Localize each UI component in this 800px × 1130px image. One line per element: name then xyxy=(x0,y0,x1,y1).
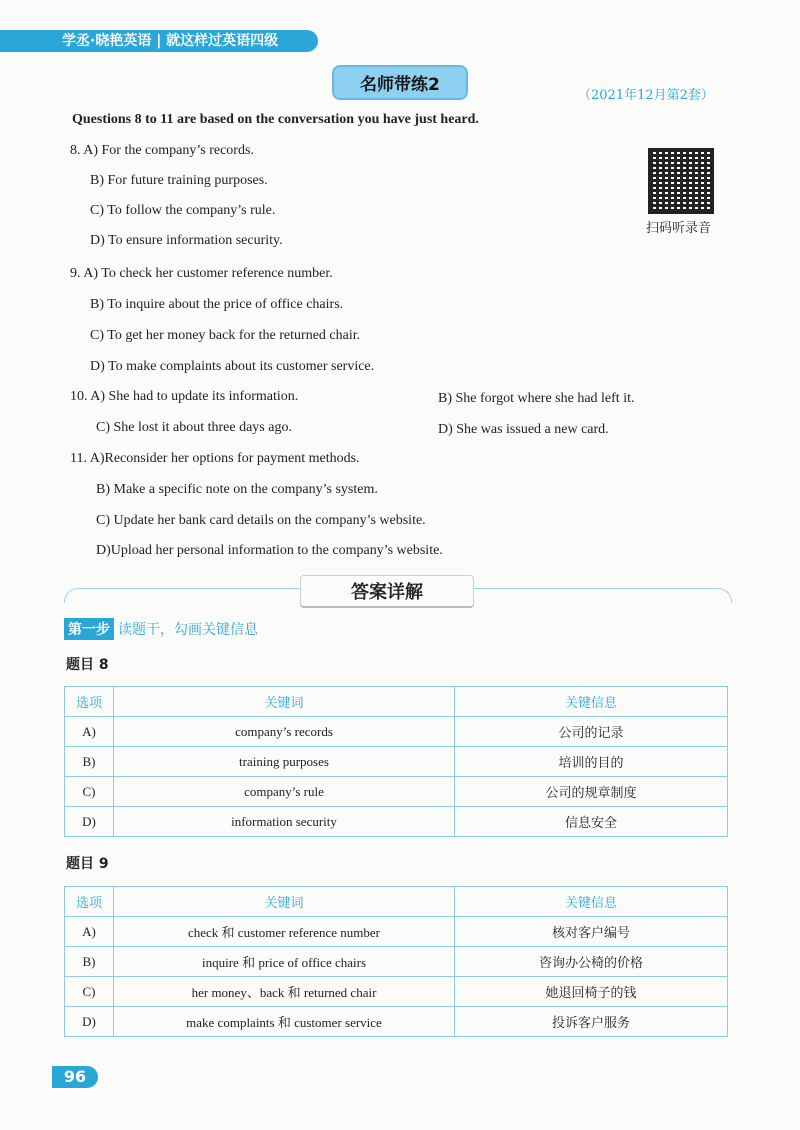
row-info: 公司的规章制度 xyxy=(455,777,728,807)
q11-option-a: 11. A)Reconsider her options for payment methods. xyxy=(70,451,360,466)
table-header-row xyxy=(65,887,728,917)
header-keyword: 关键词 xyxy=(114,887,455,917)
q11-option-b: B) Make a specific note on the company’s system. xyxy=(96,482,378,497)
header-banner: 学丞·晓艳英语 | 就这样过英语四级 xyxy=(0,30,318,52)
row-keyword: information security xyxy=(114,807,455,837)
row-keyword: make complaints 和 customer service xyxy=(114,1007,455,1037)
row-info: 公司的记录 xyxy=(455,717,728,747)
q8-option-c: C) To follow the company’s rule. xyxy=(90,203,276,218)
table-row xyxy=(65,777,728,807)
q10-option-a: 10. A) She had to update its information. xyxy=(70,389,299,404)
step-text: 读题干，勾画关键信息 xyxy=(118,622,258,638)
q8-option-d: D) To ensure information security. xyxy=(90,233,283,248)
topic8-table xyxy=(64,686,728,837)
table-row xyxy=(65,947,728,977)
header-info: 关键信息 xyxy=(455,687,728,717)
row-option: D) xyxy=(65,807,114,837)
topic9-label: 题目 9 xyxy=(66,856,109,872)
table-row xyxy=(65,747,728,777)
row-option: C) xyxy=(65,977,114,1007)
q11-option-d: D)Upload her personal information to the company’s website. xyxy=(96,543,443,558)
row-info: 培训的目的 xyxy=(455,747,728,777)
row-keyword: company’s rule xyxy=(114,777,455,807)
source-label: （2021年12月第2套） xyxy=(578,88,714,103)
topic9-table xyxy=(64,886,728,1037)
header-info: 关键信息 xyxy=(455,887,728,917)
table-row xyxy=(65,977,728,1007)
question-header: Questions 8 to 11 are based on the conversation you have just heard. xyxy=(72,112,479,127)
row-info: 投诉客户服务 xyxy=(455,1007,728,1037)
q10-option-c: C) She lost it about three days ago. xyxy=(96,420,292,435)
table-row xyxy=(65,1007,728,1037)
table-row xyxy=(65,717,728,747)
q9-option-d: D) To make complaints about its customer service. xyxy=(90,359,375,374)
q11-option-c: C) Update her bank card details on the company’s website. xyxy=(96,513,426,528)
row-option: B) xyxy=(65,947,114,977)
section-title-wrap xyxy=(332,65,468,100)
row-info: 她退回椅子的钱 xyxy=(455,977,728,1007)
row-keyword: inquire 和 price of office chairs xyxy=(114,947,455,977)
row-option: D) xyxy=(65,1007,114,1037)
row-option: A) xyxy=(65,917,114,947)
q8-option-b: B) For future training purposes. xyxy=(90,173,268,188)
q10-option-d: D) She was issued a new card. xyxy=(438,422,609,437)
topic8-label: 题目 8 xyxy=(66,657,109,673)
page-number: 96 xyxy=(52,1066,98,1088)
step-one xyxy=(64,618,258,640)
q9-option-c: C) To get her money back for the returned chair. xyxy=(90,328,361,343)
step-badge: 第一步 xyxy=(64,618,114,640)
row-keyword: training purposes xyxy=(114,747,455,777)
answer-title: 答案详解 xyxy=(300,575,474,608)
header-option: 选项 xyxy=(65,887,114,917)
q9-option-a: 9. A) To check her customer reference number. xyxy=(70,266,333,281)
section-title: 名师带练2 xyxy=(332,65,468,100)
row-keyword: company’s records xyxy=(114,717,455,747)
row-option: A) xyxy=(65,717,114,747)
table-header-row xyxy=(65,687,728,717)
row-keyword: her money、back 和 returned chair xyxy=(114,977,455,1007)
row-info: 核对客户编号 xyxy=(455,917,728,947)
row-option: C) xyxy=(65,777,114,807)
q8-option-a: 8. A) For the company’s records. xyxy=(70,143,254,158)
qr-code[interactable] xyxy=(648,148,714,214)
table-row xyxy=(65,917,728,947)
q9-option-b: B) To inquire about the price of office chairs. xyxy=(90,297,344,312)
qr-caption: 扫码听录音 xyxy=(646,221,712,236)
row-keyword: check 和 customer reference number xyxy=(114,917,455,947)
row-info: 信息安全 xyxy=(455,807,728,837)
header-keyword: 关键词 xyxy=(114,687,455,717)
row-info: 咨询办公椅的价格 xyxy=(455,947,728,977)
row-option: B) xyxy=(65,747,114,777)
q10-option-b: B) She forgot where she had left it. xyxy=(438,391,635,406)
header-option: 选项 xyxy=(65,687,114,717)
table-row xyxy=(65,807,728,837)
